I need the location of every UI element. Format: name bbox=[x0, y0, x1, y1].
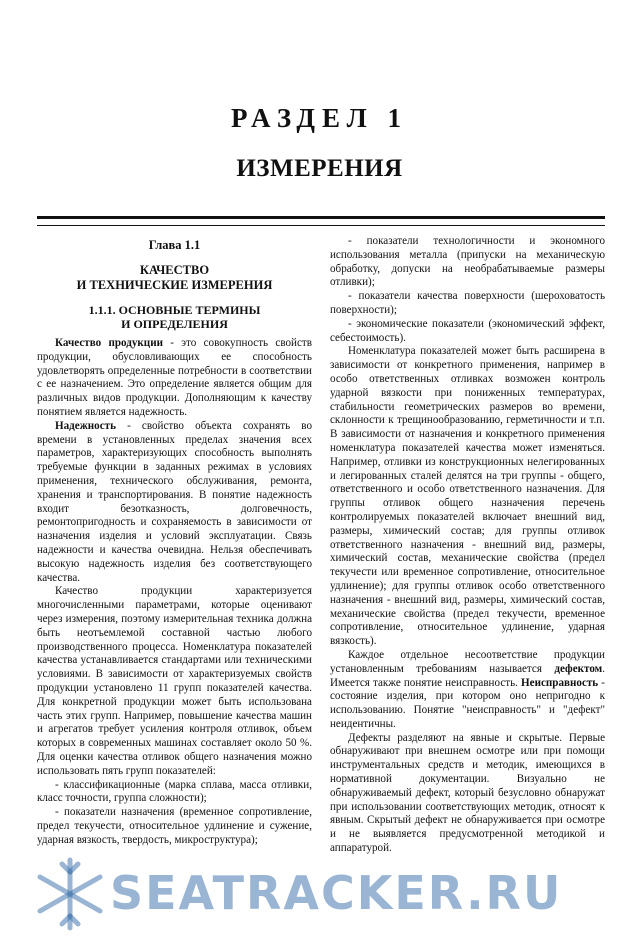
term-malfunction: Неисправность bbox=[521, 676, 599, 689]
title-divider bbox=[37, 216, 605, 226]
chapter-title-line-2: И ТЕХНИЧЕСКИЕ ИЗМЕРЕНИЯ bbox=[76, 278, 273, 292]
part-title: ИЗМЕРЕНИЯ bbox=[236, 155, 403, 182]
chapter-title bbox=[37, 263, 312, 293]
term-defect: дефектом bbox=[554, 662, 603, 675]
paragraph-parameters: Качество продукции характеризуется многочисленными параметрами, которые оценивают через измерения, поэтому измерительная техника должна быть неотъемлемой составной частью любого производственного процесса. Номенклатура показателей качества устанавливается стандартами или техническими условиями. В зависимости от характеризуемых свойств продукции установлено 11 групп показателей качества. Для конкретной продукции может быть использована часть этих групп. Например, повышение качества машин и агрегатов требует усиления контроля отливок, объем которых в современных машинах составляет около 50 %. Для оценки качества отливок общего назначения можно использовать пять групп показателей: bbox=[37, 585, 312, 777]
paragraph-quality-text: - это совокупность свойств продукции, обусловливающих ее способность удовлетворять определенные потребности в соответствии с ее назначением. Это определение является общим для различных видов продукции. Дополняющим к качеству понятием является надежность. bbox=[37, 337, 312, 418]
list-item-purpose: - показатели назначения (временное сопротивление, предел текучести, относительное удлинение и сужение, ударная вязкость, твердость, микроструктура); bbox=[37, 806, 312, 846]
right-column bbox=[330, 235, 605, 856]
paragraph-defect bbox=[330, 649, 605, 732]
subsection-title bbox=[37, 303, 312, 331]
paragraph-defect-text-b: . Имеется также понятие неисправность. bbox=[330, 662, 605, 689]
left-column bbox=[37, 235, 312, 847]
paragraph-defect-text-a: Каждое отдельное несоответствие продукции установленным требованиям называется bbox=[330, 648, 605, 675]
watermark bbox=[70, 858, 630, 928]
list-item-classification: - классификационные (марка сплава, масса отливки, класс точности, группа сложности); bbox=[37, 778, 312, 805]
paragraph-defect-text-c: - состояние изделия, при котором оно непригодно к использованию. Понятие "неисправность" и "дефект" неидентичны. bbox=[330, 676, 605, 730]
paragraph-nomenclature: Номенклатура показателей может быть расширена в зависимости от конкретного применения, например в особо ответственных отливках возможен контроль ударной вязкости при пониженных температурах, стабильности геометрических размеров во времени, склонности к трещинообразованию, герметичности и т.п. В зависимости от назначения и конкретного применения номенклатура показателей качества может изменяться. Например, отливки из конструкционных нелегированных и легированных сталей делятся на три группы - общего, ответственного и особо ответственного назначения. Для группы отливок общего назначения перечень контролируемых показателей включает внешний вид, размеры, химический состав; для группы отливок ответственного назначения - внешний вид, размеры, химический состав, механические свойства (предел текучести или временное сопротивление, относительное удлинение); для группы отливок особо ответственного назначения - внешний вид, размеры, химический состав, механические свойства (предел текучести, временное сопротивление, относительное удлинение, ударная вязкость). bbox=[330, 345, 605, 648]
chapter-label: Глава 1.1 bbox=[148, 238, 201, 252]
snowflake-icon bbox=[30, 854, 110, 934]
subsection-title-line-2: И ОПРЕДЕЛЕНИЯ bbox=[121, 317, 228, 331]
subsection-title-line-1: 1.1.1. ОСНОВНЫЕ ТЕРМИНЫ bbox=[88, 303, 261, 317]
chapter-title-line-1: КАЧЕСТВО bbox=[139, 263, 210, 277]
term-reliability: Надежность bbox=[55, 419, 116, 432]
list-item-economic: - экономические показатели (экономический эффект, себестоимость). bbox=[330, 317, 605, 344]
list-item-technology: - показатели технологичности и экономного использования металла (припуски на механическую обработку, допуски на необрабатываемые размеры отливки); bbox=[330, 235, 605, 289]
paragraph-reliability bbox=[37, 420, 312, 586]
paragraph-quality bbox=[37, 337, 312, 420]
section-heading: РАЗДЕЛ 1 bbox=[230, 103, 409, 133]
paragraph-defect-types: Дефекты разделяют на явные и скрытые. Первые обнаруживают при внешнем осмотре или при помощи инструментальных средств и методик, имеющихся в нормативной документации. Визуально не обнаруживаемый дефект, который безусловно обнаружат при использовании соответствующих методик, относят к явным. Скрытый дефект не обнаруживается при осмотре и не выявляется предусмотренной методикой и аппаратурой. bbox=[330, 731, 605, 855]
watermark-text: SEATRACKER.RU bbox=[110, 866, 563, 920]
paragraph-reliability-text: - свойство объекта сохранять во времени в установленных пределах значения всех параметров, характеризующих способность выполнять требуемые функции в заданных режимах в условиях применения, технического обслуживания, ремонта, хранения и транспортирования. В понятие надежность входит безотказность, долговечность, ремонтопригодность и сохраняемость в зависимости от назначения изделия и условий эксплуатации. Связь надежности и качества очевидна. Нельзя обеспечивать высокую надежность изделия без соответствующего качества. bbox=[37, 419, 312, 584]
term-quality: Качество продукции bbox=[55, 337, 163, 349]
list-item-surface: - показатели качества поверхности (шероховатость поверхности); bbox=[330, 290, 605, 316]
